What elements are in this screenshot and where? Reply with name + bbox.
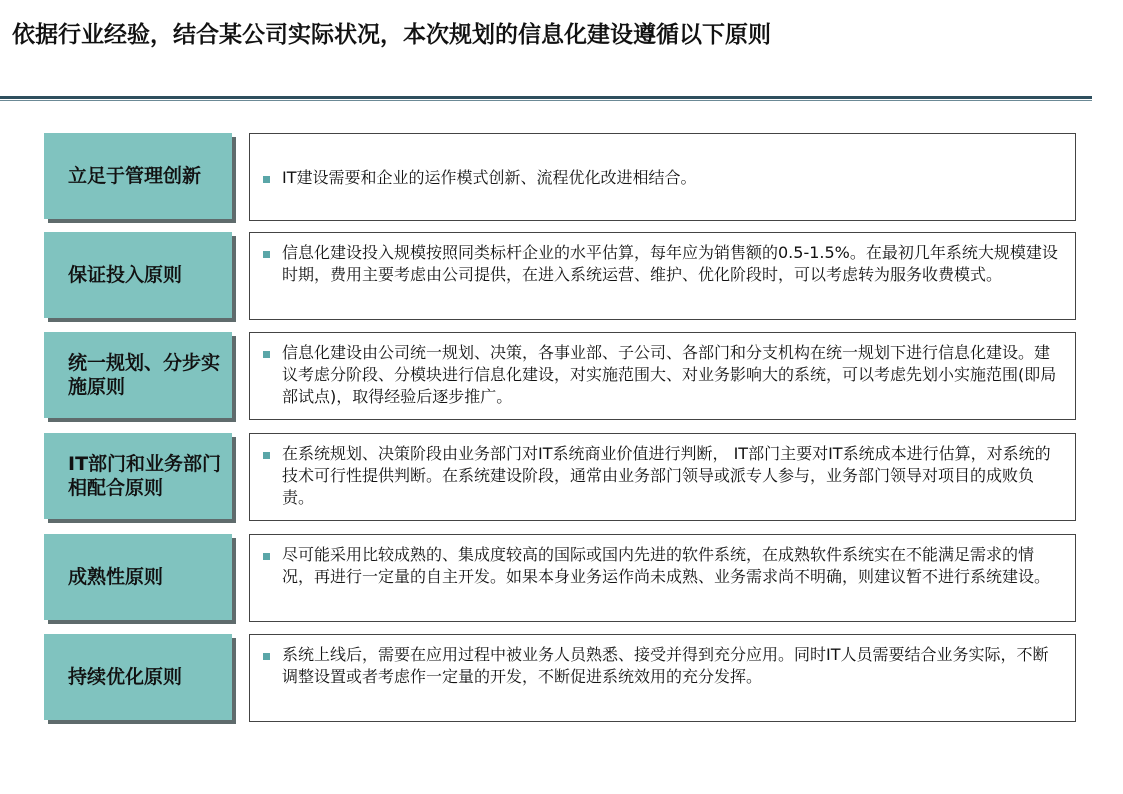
principle-label-box [44,634,232,720]
principle-label-box [44,534,232,620]
principle-text: 信息化建设由公司统一规划、决策，各事业部、子公司、各部门和分支机构在统一规划下进行信息化建设。建议考虑分阶段、分模块进行信息化建设，对实施范围大、对业务影响大的系统，可以考虑先划小实施范围(即局部试点)，取得经验后逐步推广。 [282,343,1057,406]
principle-content-box [249,332,1076,420]
principle-label: 成熟性原则 [68,566,164,588]
principle-text: 信息化建设投入规模按照同类标杆企业的水平估算，每年应为销售额的0.5-1.5%。在最初几年系统大规模建设时期，费用主要考虑由公司提供，在进入系统运营、维护、优化阶段时，可以考虑转为服务收费模式。 [282,243,1058,284]
principle-text: 在系统规划、决策阶段由业务部门对IT系统商业价值进行判断， IT部门主要对IT系统成本进行估算，对系统的技术可行性提供判断。在系统建设阶段，通常由业务部门领导或派专人参与，业务部门领导对项目的成败负责。 [282,444,1051,507]
principle-label-box [44,133,232,219]
principle-label: 保证投入原则 [68,264,183,286]
principle-text: 系统上线后，需要在应用过程中被业务人员熟悉、接受并得到充分应用。同时IT人员需要结合业务实际，不断调整设置或者考虑作一定量的开发，不断促进系统效用的充分发挥。 [282,645,1049,686]
square-bullet-icon [263,351,270,358]
title-divider-thin [0,100,1092,101]
square-bullet-icon [263,653,270,660]
square-bullet-icon [263,452,270,459]
principle-content-box [249,634,1076,722]
principle-text: 尽可能采用比较成熟的、集成度较高的国际或国内先进的软件系统，在成熟软件系统实在不能满足需求的情况，再进行一定量的自主开发。如果本身业务运作尚未成熟、业务需求尚不明确，则建议暂不进行系统建设。 [282,545,1051,586]
square-bullet-icon [263,553,270,560]
principle-content-box [249,133,1076,221]
principle-text: IT建设需要和企业的运作模式创新、流程优化改进相结合。 [282,168,697,187]
principle-label-box [44,332,232,418]
principle-label: IT部门和业务部门相配合原则 [68,453,222,499]
principle-label: 立足于管理创新 [68,165,202,187]
principle-content-box [249,232,1076,320]
principle-content-box [249,433,1076,521]
principle-label-box [44,232,232,318]
principle-label: 持续优化原则 [68,666,183,688]
square-bullet-icon [263,176,270,183]
principle-label: 统一规划、分步实施原则 [68,352,221,398]
page-title: 依据行业经验，结合某公司实际状况，本次规划的信息化建设遵循以下原则 [12,22,771,48]
principle-label-box [44,433,232,519]
square-bullet-icon [263,251,270,258]
title-divider-thick [0,96,1092,99]
principle-content-box [249,534,1076,622]
